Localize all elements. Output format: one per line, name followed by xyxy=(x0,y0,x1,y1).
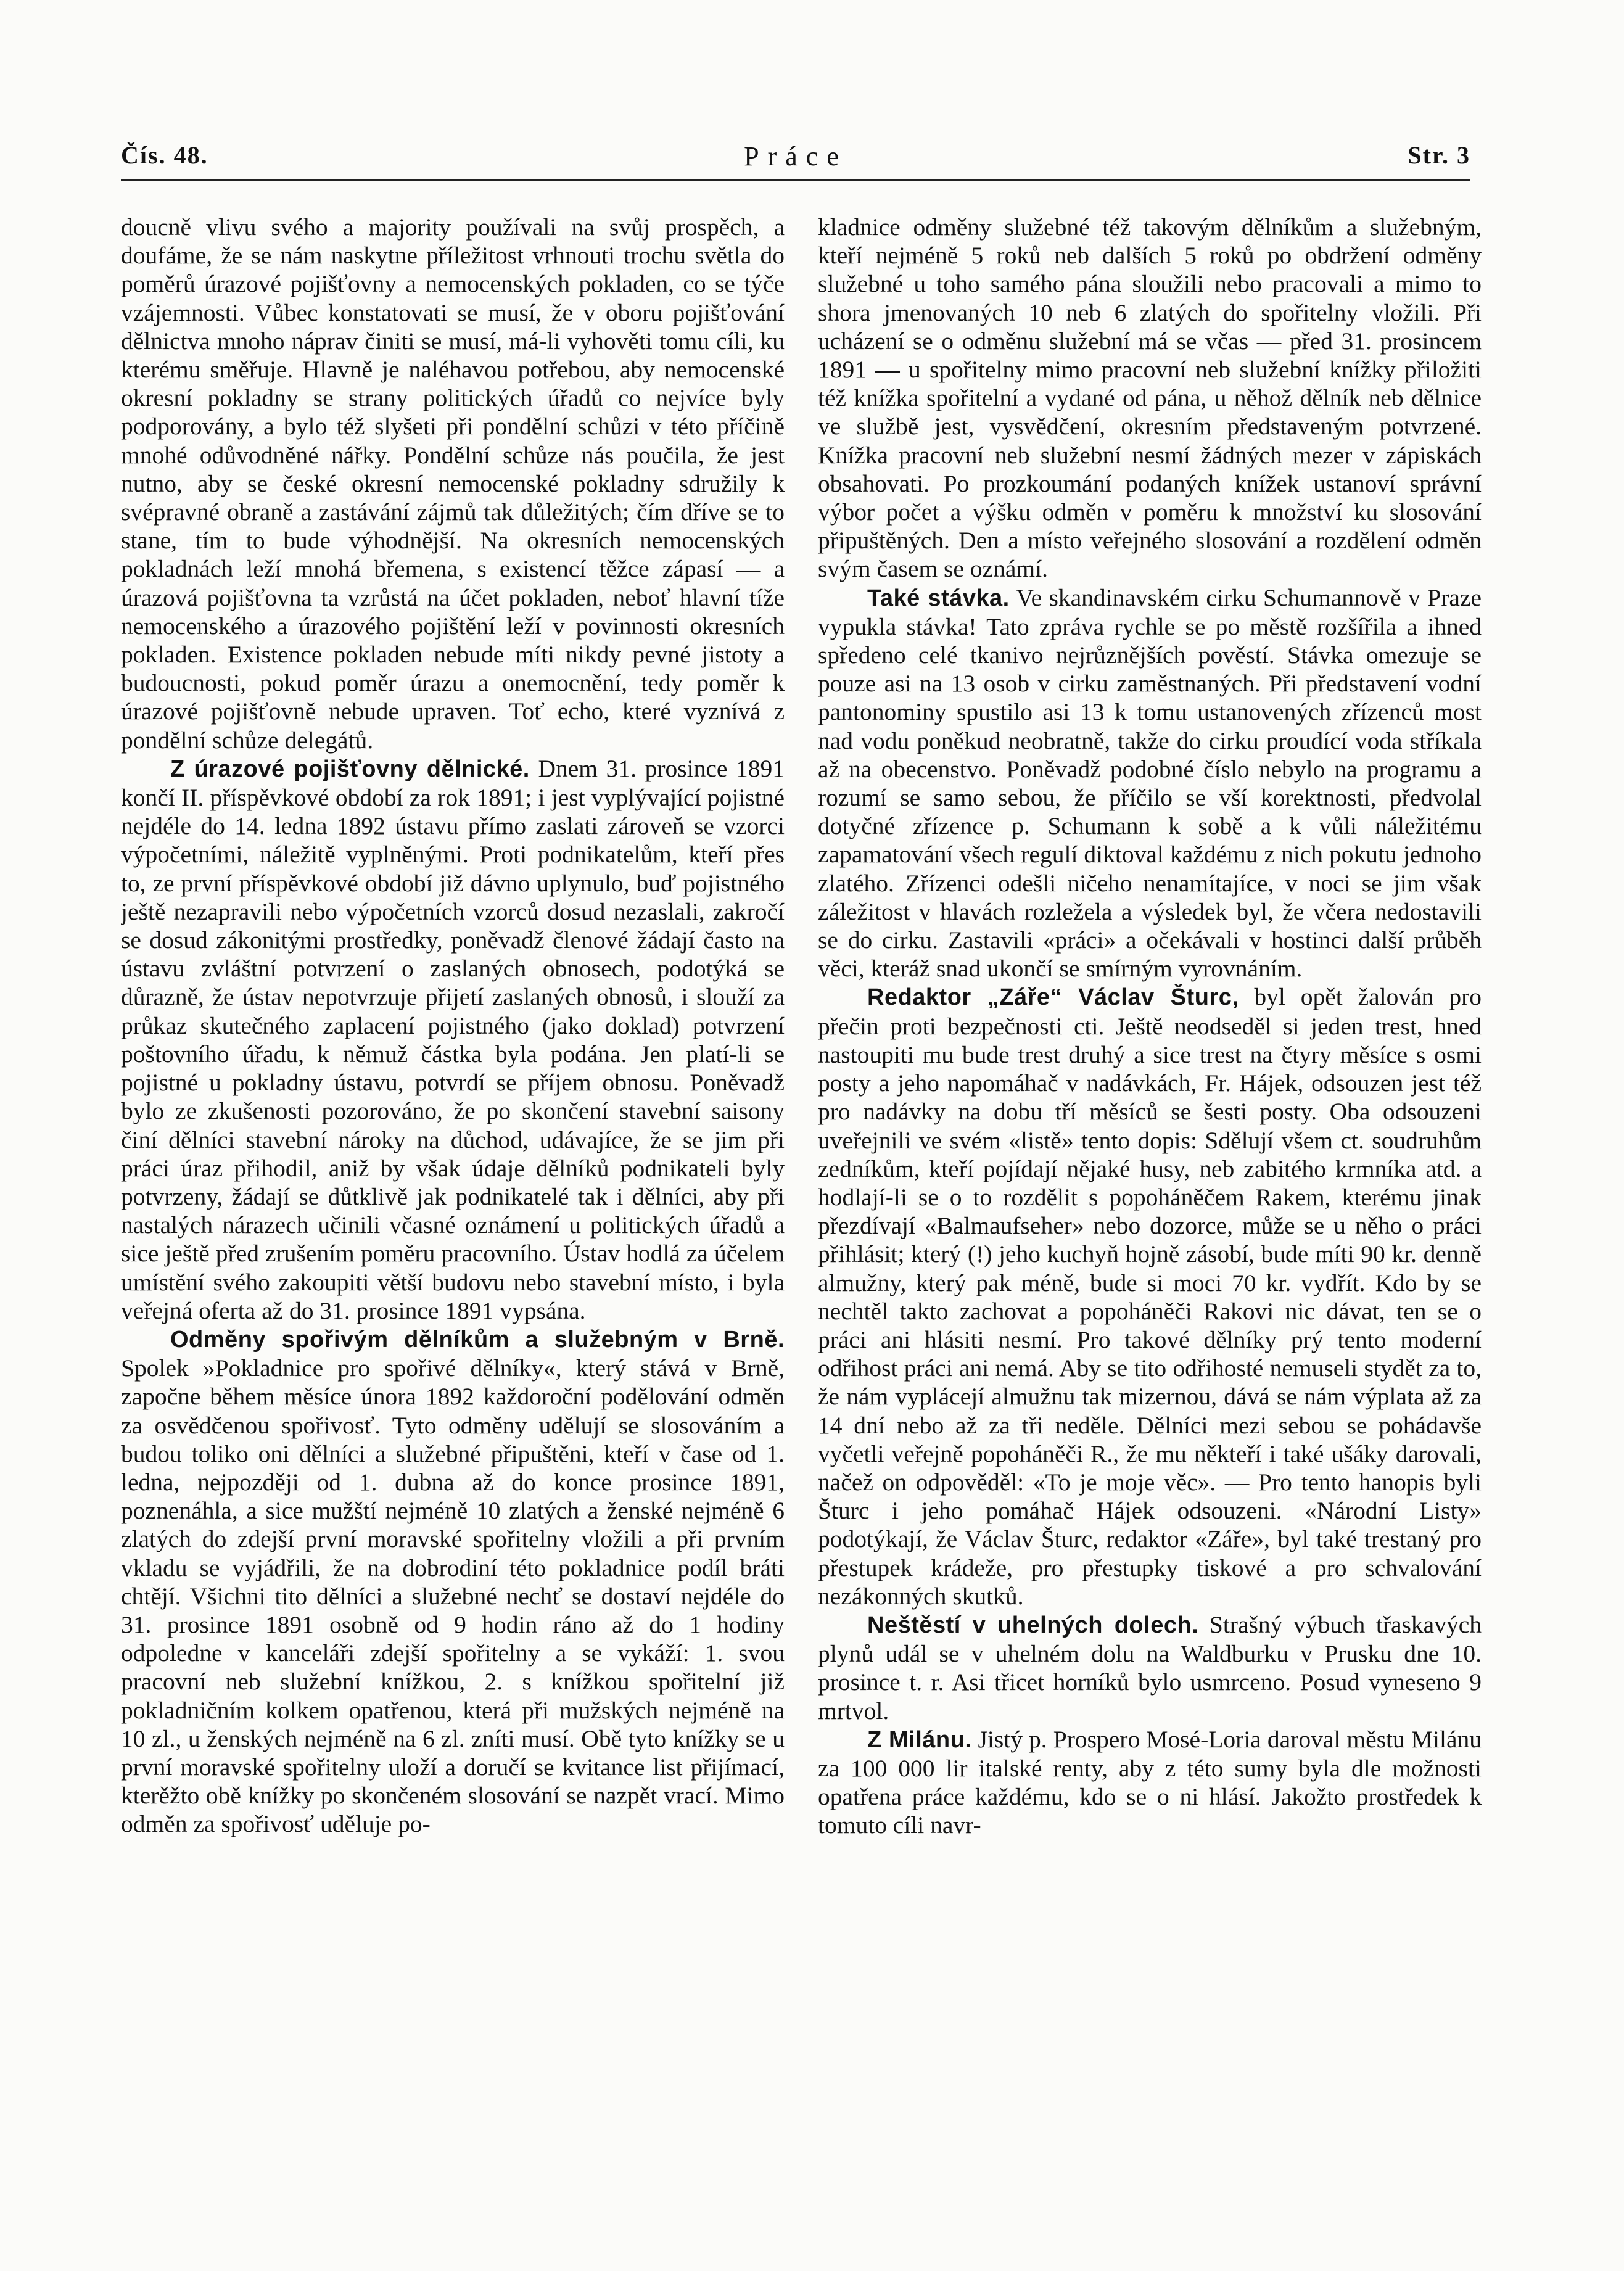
page-number: Str. 3 xyxy=(1408,141,1470,169)
right-column xyxy=(818,213,1482,2242)
article-title: Z Milánu. xyxy=(867,1726,972,1753)
article-title: Redaktor „Záře“ Václav Šturc, xyxy=(867,984,1239,1011)
article-paragraph: kladnice odměny služebné též takovým dělníkům a služebným, kteří nejméně 5 roků neb dalších 5 roků po obdržení odměny služebné u toho samého pána sloužili nebo pracovali a mimo to shora jmenovaných 10 neb 6 zlatých do spořitelny vložili. Při ucházení se o odměnu služební má se včas — před 31. prosincem 1891 — u spořitelny mimo pracovní neb služební knížky přiložiti též knížka spořitelní a vydané od pána, u něhož dělník neb dělnice ve službě jest, vysvědčení, okresním představeným potvrzené. Knížka pracovní neb služební nesmí žádných mezer v zápiskách obsahovati. Po prozkoumání podaných knížek ustanoví správní výbor počet a výšku odměn v poměru k množství ku slosování připuštěných. Den a místo veřejného slosování a rozdělení odměn svým časem se oznámí. xyxy=(818,213,1482,583)
article-paragraph: Také stávka. Ve skandinavském cirku Schumannově v Praze vypukla stávka! Tato zpráva rychle se po městě rozšířila a ihned spředeno celé tkanivo nejrůznějších pověstí. Stávka omezuje se pouze asi na 13 osob v cirku zaměstnaných. Při představení vodní pantonominy spustilo asi 13 k tomu ustanovených zřízenců most nad vodu poněkud neobratně, takže do cirku proudící voda stříkala až na obecenstvo. Poněvadž podobné číslo nebylo na programu a rozumí se samo sebou, že příčilo se vší korektnosti, předvolal dotyčné zřízence p. Schumann k sobě a k vůli náležitému zapamatování všech regulí diktoval každému z nich pokutu jednoho zlatého. Zřízenci odešli ničeho nenamítajíce, v noci se jim však záležitost v hlavách rozležela a výsledek byl, že včera nedostavili se do cirku. Zastavili «práci» a očekávali v hostinci další průběh věci, kteráž snad ukončí se smírným vyrovnáním. xyxy=(818,583,1482,983)
article-paragraph: Odměny spořivým dělníkům a služebným v Brně. Spolek »Pokladnice pro spořivé dělníky«, který stává v Brně, započne během měsíce února 1892 každoroční podělování odměn za osvědčenou spořivosť. Tyto odměny udělují se slosováním a budou toliko oni dělníci a služebné připuštěni, kteří v čase od 1. ledna, nejpozději od 1. dubna až do konce prosince 1891, poznenáhla, a sice mužští nejméně 10 zlatých a ženské nejméně 6 zlatých do zdejší první moravské spořitelny vložili a při prvním vkladu se vyjádřili, že na dobrodiní této pokladnice podíl bráti chtějí. Všichni tito dělníci a služebné nechť se dostaví nejdéle do 31. prosince 1891 osobně od 9 hodin ráno až do 1 hodiny odpoledne v kanceláři zdejší spořitelny a se vykáží: 1. svou pracovní neb služební knížkou, 2. s knížkou spořitelní již pokladničním kolkem opatřenou, která při mužských nejméně na 10 zl., u ženských nejméně na 6 zl. zníti musí. Obě tyto knížky se u první moravské spořitelny uloží a doručí se kvitance list přijímací, kterěžto obě knížky po skončeném slosování se nazpět vrací. Mimo odměn za spořivosť uděluje po- xyxy=(121,1326,785,1838)
article-title: Odměny spořivým dělníkům a služebným v Brně. xyxy=(170,1326,785,1353)
newspaper-title: Práce xyxy=(744,141,847,171)
issue-number: Čís. 48. xyxy=(121,141,208,169)
left-column xyxy=(121,213,785,2242)
article-paragraph: Redaktor „Záře“ Václav Šturc, byl opět žalován pro přečin proti bezpečnosti cti. Ještě neodseděl si jeden trest, hned nastoupiti mu bude trest druhý a sice trest na čtyry měsíce s osmi posty a jeho napomáhač v nadávkách, Fr. Hájek, odsouzen jest též pro nadávky na dobu tří měsíců se šesti posty. Oba odsouzeni uveřejnili ve svém «listě» tento dopis: Sdělují všem ct. soudruhům zedníkům, kteří pojídají nějaké husy, neb zabitého krmníka atd. a hodlají-li se o to rozdělit s popoháněčem Rakem, kterému jinak přezdívají «Balmaufseher» nebo dozorce, může se u něho o práci přihlásit; který (!) jeho kuchyň hojně zásobí, bude míti 90 kr. denně almužny, který pak méně, bude si moci 70 kr. vydřít. Kdo by se nechtěl takto zachovat a popoháněči Rakovi nic dávat, ten se o práci ani hlásiti nesmí. Pro takové dělníky prý tento moderní odřihost práci ani nemá. Aby se tito odřihosté nemuseli stydět za to, že nám vyplácejí almužnu tak mizernou, dává se nám výplata až za 14 dní nebo až za tři neděle. Dělníci mezi sebou se pohádavše vyčetli veřejně popoháněči R., že mu někteří i také ušáky darovali, načež on odpověděl: «To je moje věc». — Pro tento hanopis byli Šturc i jeho pomáhač Hájek odsouzeni. «Národní Listy» podotýkají, že Václav Šturc, redaktor «Záře», byl také trestaný pro přestupek krádeže, pro přestupky tiskové a pro schvalování nezákonných skutků. xyxy=(818,983,1482,1610)
article-paragraph: doucně vlivu svého a majority používali na svůj prospěch, a doufáme, že se nám naskytne příležitost vrhnouti trochu světla do poměrů úrazové pojišťovny a nemocenských pokladen, co se týče vzájemnosti. Vůbec konstatovati se musí, že v oboru pojišťování dělnictva mnoho náprav činiti se musí, má-li vyhověti tomu cíli, ku kterému směřuje. Hlavně je naléhavou potřebou, aby nemocenské okresní pokladny se strany politických úřadů co nejvíce byly podporovány, a bylo též slyšeti při pondělní schůzi v této příčině mnohé odůvodněné nářky. Pondělní schůze nás poučila, že jest nutno, aby se české okresní nemocenské pokladny sdružily k svépravné obraně a zastávání zájmů tak důležitých; čím dříve se to stane, tím to bude výhodnější. Na okresních nemocenských pokladnách leží mnohá břemena, s existencí těžce zápasí — a úrazová pojišťovna ta vzrůstá na účet pokladen, neboť hlavní tíže nemocenského a úrazového pojištění leží v povinnosti okresních pokladen. Existence pokladen nebude míti nikdy pevné jistoty a budoucnosti, pokud poměr úrazu a onemocnění, tedy poměr k úrazové pojišťovně nebude upraven. Toť echo, které vyznívá z pondělní schůze delegátů. xyxy=(121,213,785,754)
page-header xyxy=(121,141,1470,178)
article-paragraph: Z úrazové pojišťovny dělnické. Dnem 31. prosince 1891 končí II. příspěvkové období za rok 1891; i jest vyplývající pojistné nejdéle do 14. ledna 1892 ústavu přímo zaslati zároveň se vzorci výpočetními, náležitě vyplněnými. Proti podnikatelům, kteří přes to, ze první příspěvkové období již dávno uplynulo, buď pojistného ještě nezapravili nebo výpočetních vzorců dosud nezaslali, zakročí se dosud zákonitými prostředky, poněvadž členové žádají často na ústavu zvláštní potvrzení o zaslaných obnosech, podotýká se důrazně, že ústav nepotvrzuje přijetí zaslaných obnosů, i slouží za průkaz skutečného zaplacení pojistného (jako doklad) potvrzení poštovního úřadu, k němuž částka byla podána. Jen platí-li se pojistné u pokladny ústavu, potvrdí se příjem obnosu. Poněvadž bylo ze zkušenosti pozorováno, že po skončení stavební saisony činí dělníci stavební nároky na důchod, udávajíce, že se jim při práci úraz přihodil, aniž by však údaje dělníků podnikateli byly potvrzeny, žádají se důtklivě jak podnikatelé tak i dělníci, aby při nastalých nárazech učinili včasné oznámení u politických úřadů a sice ještě před zrušením poměru pracovního. Ústav hodlá za účelem umístění svého zakoupiti větší budovu nebo stavební místo, i byla veřejná oferta až do 31. prosince 1891 vypsána. xyxy=(121,754,785,1324)
article-title: Z úrazové pojišťovny dělnické. xyxy=(170,756,530,782)
article-paragraph: Neštěstí v uhelných dolech. Strašný výbuch třaskavých plynů udál se v uhelném dolu na Waldburku v Prusku dne 10. prosince t. r. Asi třicet horníků bylo usmrceno. Posud vyneseno 9 mrtvol. xyxy=(818,1610,1482,1725)
article-paragraph: Z Milánu. Jistý p. Prospero Mosé-Loria daroval městu Milánu za 100 000 lir italské renty, aby z této sumy byla dle možnosti opatřena práce každému, kdo se o ni hlásí. Jakožto prostředek k tomuto cíli navr- xyxy=(818,1725,1482,1839)
article-title: Také stávka. xyxy=(867,585,1010,611)
article-title: Neštěstí v uhelných dolech. xyxy=(867,1612,1199,1638)
header-rule xyxy=(121,179,1470,181)
